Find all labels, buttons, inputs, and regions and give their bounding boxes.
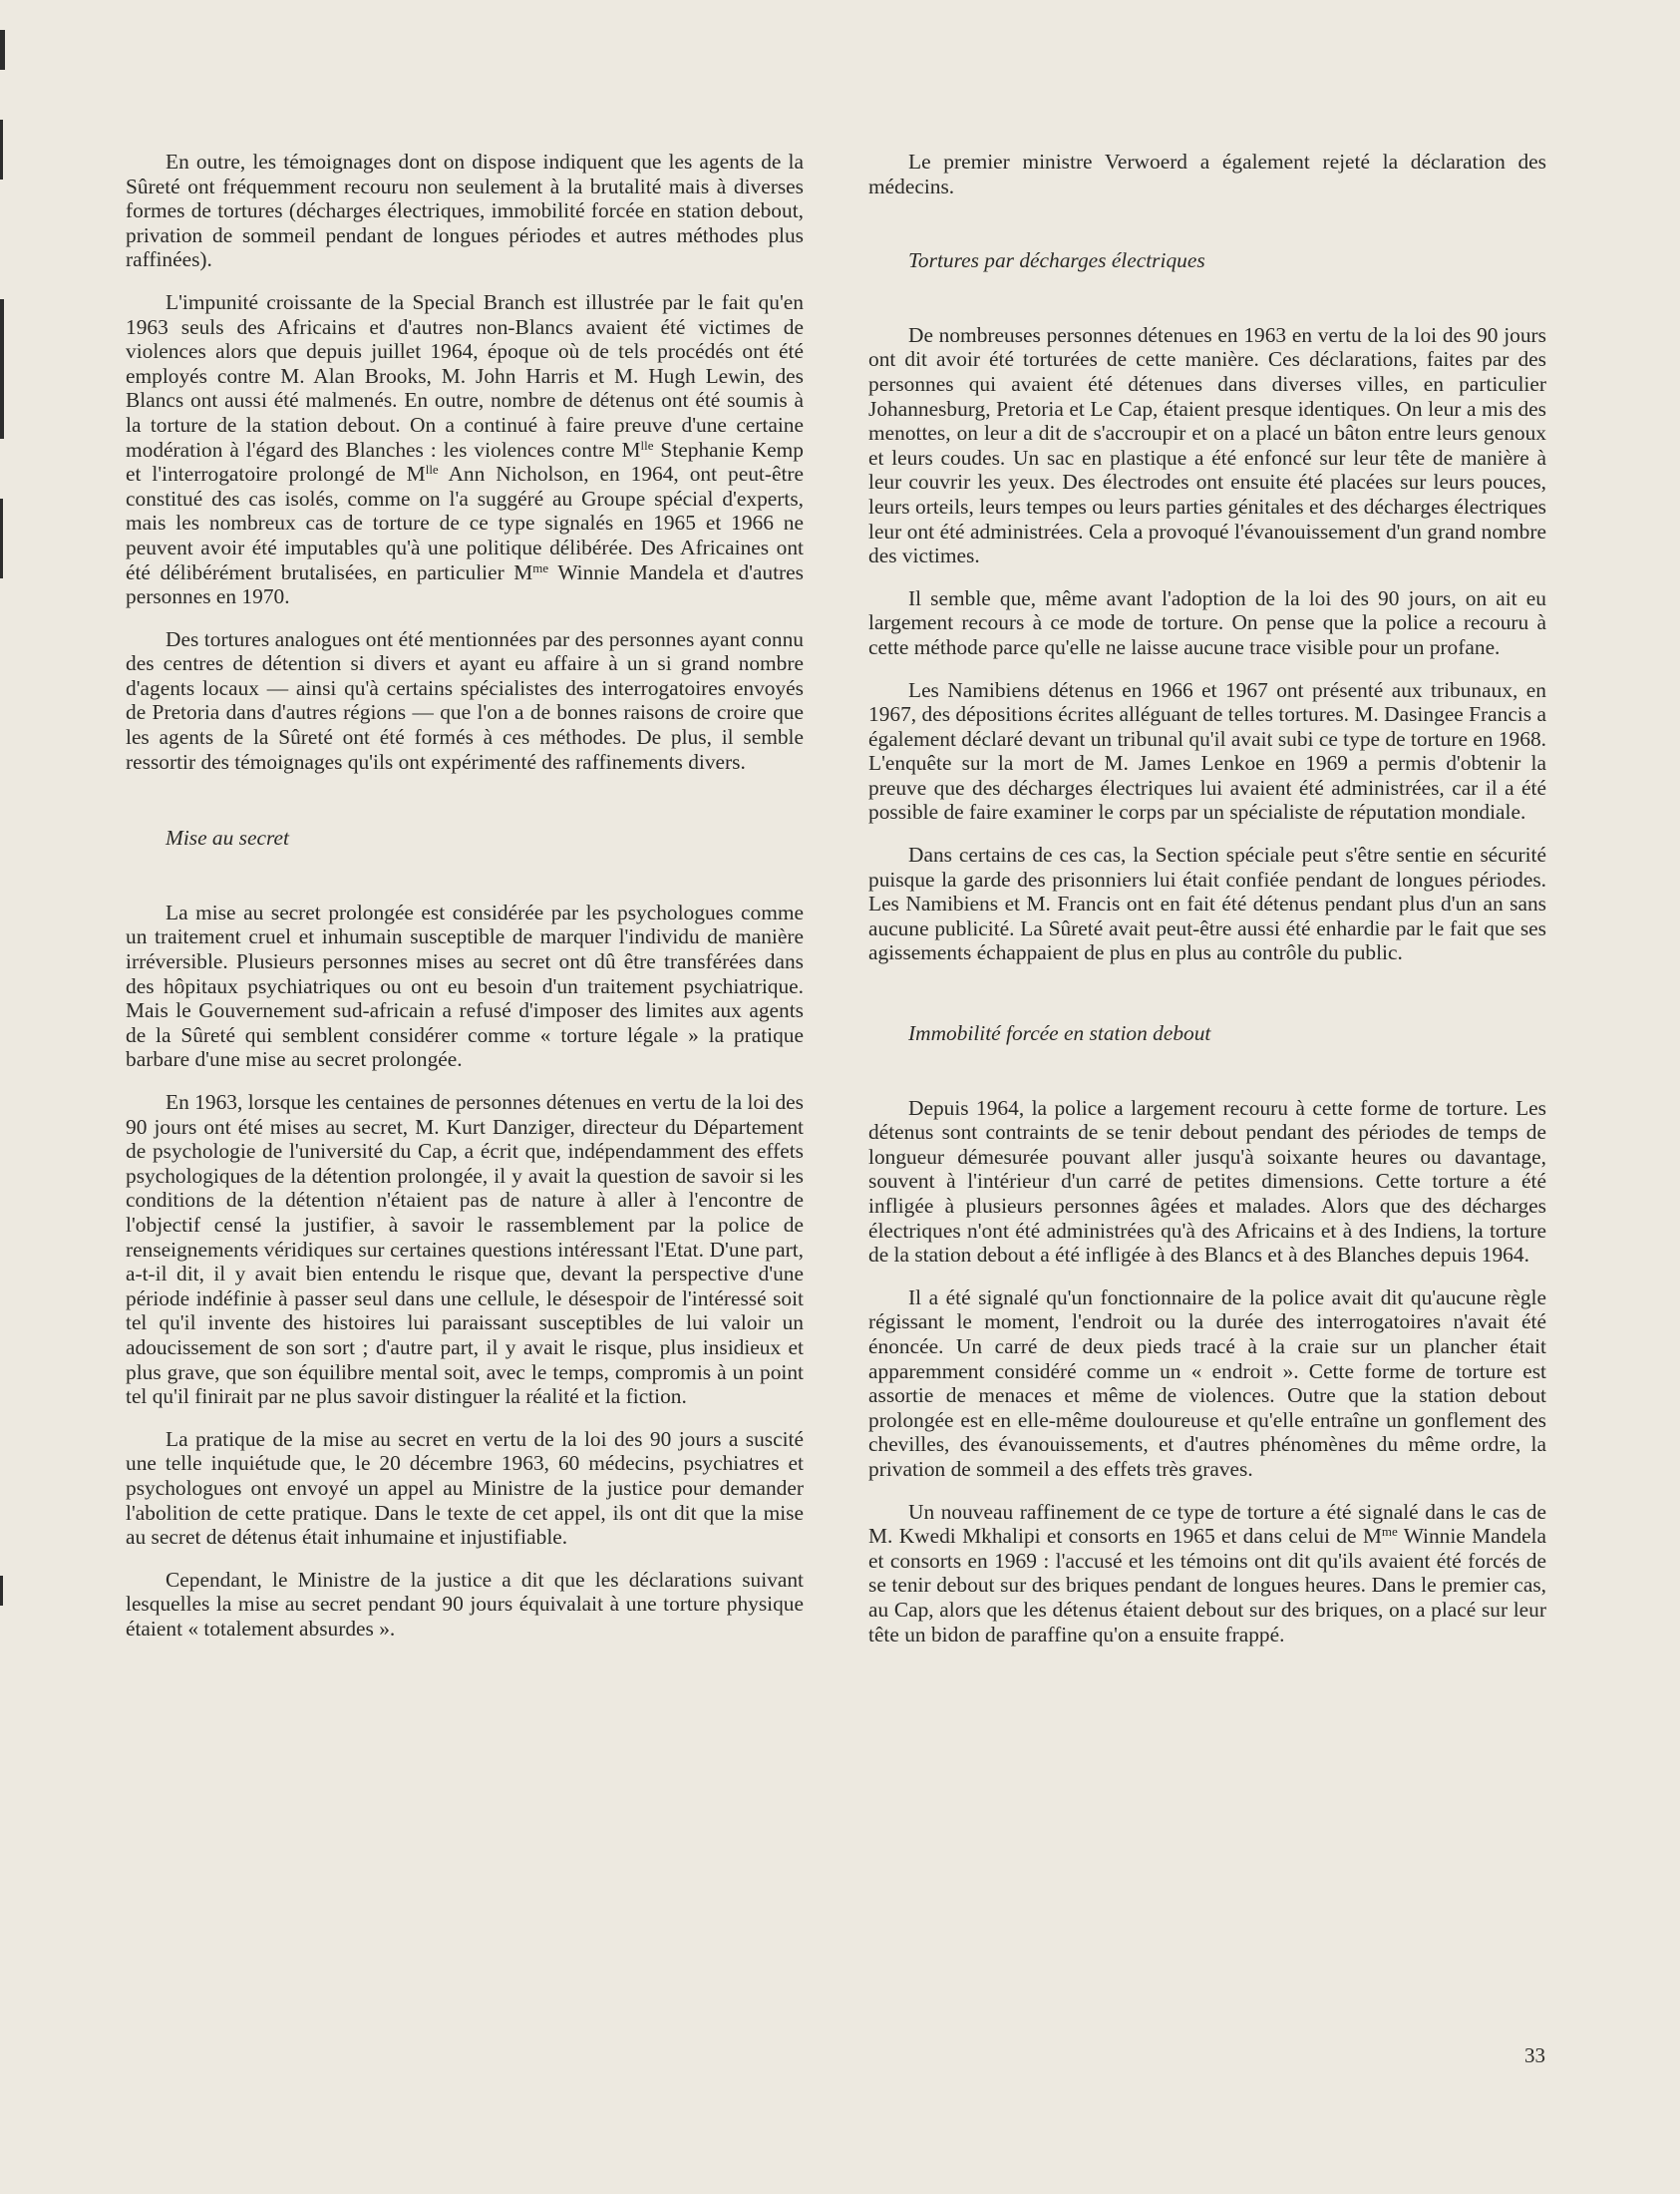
paragraph-text: Winnie Mandela et consorts en 1969 : l'accusé et les témoins ont dit qu'ils avaient été forcés de se tenir debout sur des briques pendant de longues heures. Dans le premier cas, au Cap, alors que les détenus étaient debout sur des briques, on a placé sur leur tête un bidon de paraffine qu'on a ensuite frappé. [868, 1524, 1546, 1646]
scan-edge-mark [0, 120, 3, 180]
paragraph: Il a été signalé qu'un fonctionnaire de la police avait dit qu'aucune règle régissant le moment, l'endroit ou la durée des interrogatoires n'avait été énoncée. Un carré de deux pieds tracé à la craie sur un plancher était apparemment considéré comme un « endroit ». Cette forme de torture est assortie de menaces et même de violences. Outre que la station debout prolongée est en elle-même douloureuse et qu'elle entraîne un gonflement des chevilles, des évanouissements, et d'autres phénomènes du même ordre, la privation de sommeil a des effets très graves. [868, 1284, 1546, 1481]
paragraph: En 1963, lorsque les centaines de personnes détenues en vertu de la loi des 90 jours ont été mises au secret, M. Kurt Danziger, directeur du Département de psychologie de l'université du Cap, a écrit que, indépendamment des effets psychologiques de la détention prolongée, il y avait la question de savoir si les conditions de la détention n'étaient pas de nature à aller à l'encontre de l'objectif censé la justifier, à savoir le rassemblement par la police de renseignements véridiques sur certaines questions intéressant l'Etat. D'une part, a-t-il dit, il y avait bien entendu le risque que, devant la perspective d'une période indéfinie à passer seul dans une cellule, le désespoir de l'intéressé soit tel qu'il invente des histoires lui paraissant susceptibles de lui valoir un adoucissement de son sort ; d'autre part, il y avait le risque, plus insidieux et plus grave, que son équilibre mental soit, avec le temps, compromis à un point tel qu'il finirait par ne plus savoir distinguer la réalité et la fiction. [126, 1090, 804, 1409]
paragraph: Dans certains de ces cas, la Section spéciale peut s'être sentie en sécurité puisque la garde des prisonniers lui était confiée pendant de longues périodes. Les Namibiens et M. Francis ont en fait été détenus pendant plus d'un an sans aucune publicité. La Sûreté avait peut-être aussi été enhardie par le fait que ses agissements échappaient de plus en plus au contrôle du public. [868, 843, 1546, 965]
paragraph-text: L'impunité croissante de la Special Branch est illustrée par le fait qu'en 1963 seuls des Africains et d'autres non-Blancs avaient été victimes de violences alors que depuis juillet 1964, époque où de tels procédés ont été employés contre M. Alan Brooks, M. John Harris et M. Hugh Lewin, des Blancs ont aussi été malmenés. En outre, nombre de détenus ont été soumis à la torture de la station debout. On a continué à faire preuve d'une certaine modération à l'égard des Blanches : les violences contre M [126, 289, 804, 462]
page-number: 33 [1524, 2043, 1545, 2067]
superscript: lle [425, 462, 439, 478]
right-column [868, 150, 1546, 1664]
paragraph-text: Ann Nicholson, en 1964, ont peut-être constitué des cas isolés, comme on l'a suggéré au Groupe spécial d'experts, mais les nombreux cas de torture de ce type signalés en 1965 et 1966 ne peuvent avoir été imputables qu'à une politique délibérée. Des Africaines ont été délibérément brutalisées, en particulier M [126, 462, 805, 584]
paragraph: Des tortures analogues ont été mentionnées par des personnes ayant connu des centres de détention si divers et ayant eu affaire à un si grand nombre d'agents locaux — ainsi qu'à certains spécialistes des interrogatoires envoyés de Pretoria dans d'autres régions — que l'on a de bonnes raisons de croire que les agents de la Sûreté ont été formés à ces méthodes. De plus, il semble ressortir des témoignages qu'ils ont expérimenté des raffinements divers. [126, 626, 804, 774]
paragraph [868, 1500, 1546, 1647]
scan-edge-mark [0, 499, 3, 578]
superscript: me [1381, 1524, 1398, 1540]
paragraph: Depuis 1964, la police a largement recouru à cette forme de torture. Les détenus sont contraints de se tenir debout pendant des périodes de temps de longueur démesurée pouvant aller jusqu'à soixante heures ou davantage, souvent à l'intérieur d'un carré de petites dimensions. Cette torture a été infligée à plusieurs personnes âgées et malades. Alors que des décharges électriques n'ont été administrées qu'à des Africains et à des Indiens, la torture de la station debout a été infligée à des Blancs et à des Blanches depuis 1964. [868, 1095, 1546, 1268]
paragraph-text: Winnie Mandela et d'autres personnes en 1970. [126, 559, 804, 609]
paragraph: Il semble que, même avant l'adoption de la loi des 90 jours, on ait eu largement recours à ce mode de torture. On pense que la police a recouru à cette méthode parce qu'elle ne laisse aucune trace visible pour un profane. [868, 585, 1546, 659]
paragraph: Cependant, le Ministre de la justice a dit que les déclarations suivant lesquelles la mise au secret pendant 90 jours équivalait à une torture physique étaient « totalement absurdes ». [126, 1567, 804, 1641]
paragraph: Le premier ministre Verwoerd a également rejeté la déclaration des médecins. [868, 150, 1546, 198]
scan-edge-mark [0, 299, 4, 439]
section-heading-station-debout: Immobilité forcée en station debout [908, 1021, 1211, 1046]
paragraph: La pratique de la mise au secret en vertu de la loi des 90 jours a suscité une telle inquiétude que, le 20 décembre 1963, 60 médecins, psychiatres et psychologues ont envoyé un appel au Ministre de la justice pour demander l'abolition de cette pratique. Dans le texte de cet appel, ils ont dit que la mise au secret de détenus était inhumaine et injustifiable. [126, 1426, 804, 1550]
left-column [126, 150, 804, 1658]
paragraph: En outre, les témoignages dont on dispose indiquent que les agents de la Sûreté ont fréquemment recouru non seulement à la brutalité mais à diverses formes de tortures (décharges électriques, immobilité forcée en station debout, privation de sommeil pendant de longues périodes et autres méthodes plus raffinées). [126, 150, 804, 272]
section-heading-mise-au-secret: Mise au secret [166, 826, 289, 851]
paragraph-text: Stephanie Kemp et l'interrogatoire prolongé de M [126, 437, 804, 487]
paragraph-text: Un nouveau raffinement de ce type de torture a été signalé dans le cas de M. Kwedi Mkhalipi et consorts en 1965 et dans celui de M [868, 1499, 1546, 1549]
paragraph [126, 290, 804, 609]
section-heading-decharges-electriques: Tortures par décharges électriques [908, 248, 1205, 273]
paragraph: Les Namibiens détenus en 1966 et 1967 ont présenté aux tribunaux, en 1967, des dépositions écrites alléguant de telles tortures. M. Dasingee Francis a également déclaré devant un tribunal qu'il avait subi ce type de torture en 1968. L'enquête sur la mort de M. James Lenkoe en 1969 a permis d'obtenir la preuve que des décharges électriques lui avaient été administrées, car il a été possible de faire examiner le corps par un spécialiste de réputation mondiale. [868, 677, 1546, 825]
paragraph: La mise au secret prolongée est considérée par les psychologues comme un traitement cruel et inhumain susceptible de marquer l'individu de manière irréversible. Plusieurs personnes mises au secret ont dû être transférées dans des hôpitaux psychiatriques ou ont eu besoin d'un traitement psychiatrique. Mais le Gouvernement sud-africain a refusé d'imposer des limites aux agents de la Sûreté qui semblent considérer comme « torture légale » la pratique barbare d'une mise au secret prolongée. [126, 900, 804, 1072]
paragraph: De nombreuses personnes détenues en 1963 en vertu de la loi des 90 jours ont dit avoir été torturées de cette manière. Ces déclarations, faites par des personnes qui avaient été détenues dans diverses villes, en particulier Johannesburg, Pretoria et Le Cap, étaient presque identiques. On leur a mis des menottes, on leur a dit de s'accroupir et on a placé un bâton entre leurs genoux et leurs coudes. Un sac en plastique a été enfoncé sur leur tête de manière à leur couvrir les yeux. Des électrodes ont ensuite été placées sur leurs pouces, leurs orteils, leurs tempes ou leurs parties génitales et des décharges électriques leur ont été administrées. Cela a provoqué l'évanouissement d'un grand nombre des victimes. [868, 322, 1546, 568]
superscript: lle [640, 437, 654, 453]
scan-edge-mark [0, 1576, 3, 1606]
superscript: me [532, 559, 549, 575]
scan-edge-mark [0, 30, 5, 70]
